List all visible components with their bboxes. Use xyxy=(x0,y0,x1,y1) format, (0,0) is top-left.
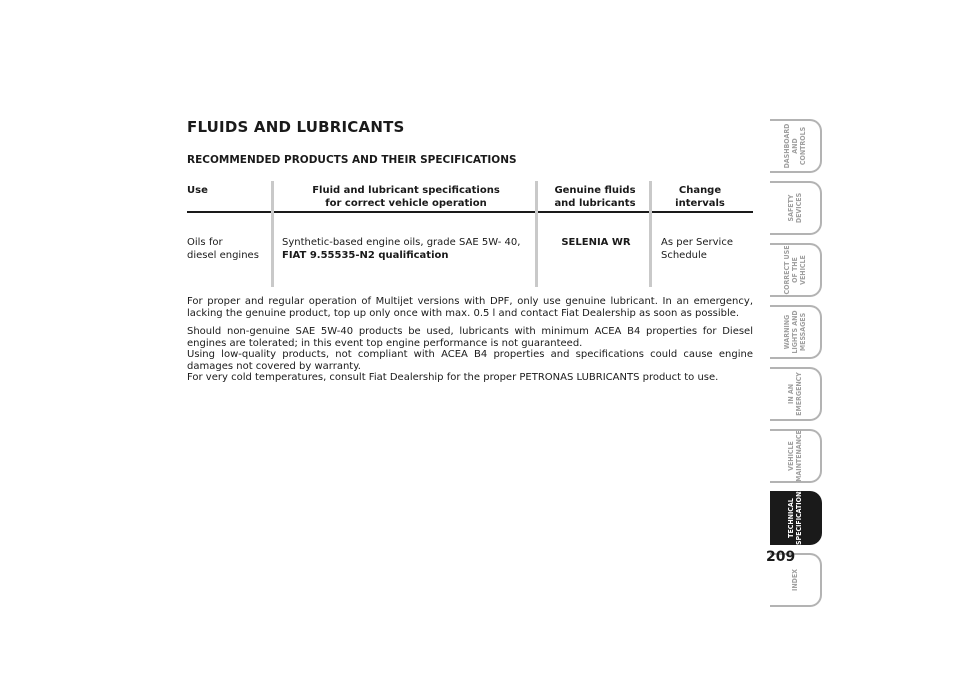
tab-dashboard-and-controls[interactable] xyxy=(770,119,822,173)
tab-label: VEHICLE MAINTENANCE xyxy=(787,430,803,482)
cell-change: As per Service Schedule xyxy=(661,237,733,261)
cell-genuine: SELENIA WR xyxy=(561,237,631,248)
tab-correct-use[interactable] xyxy=(770,243,822,297)
paragraph: Should non-genuine SAE 5W-40 products be used, lubricants with minimum ACEA B4 properties for Diesel engines are tolerated; in this event top engine performance is not guaranteed. xyxy=(187,326,753,349)
tab-label: WARNING LIGHTS AND MESSAGES xyxy=(783,310,807,354)
page-title: FLUIDS AND LUBRICANTS xyxy=(187,118,405,136)
cell-use: Oils for diesel engines xyxy=(187,237,259,261)
column-divider xyxy=(271,181,274,287)
tab-warning-lights[interactable] xyxy=(770,305,822,359)
tab-label: INDEX xyxy=(791,569,799,592)
header-use: Use xyxy=(187,185,208,196)
tab-safety-devices[interactable] xyxy=(770,181,822,235)
cell-spec xyxy=(282,237,532,262)
tab-label: IN AN EMERGENCY xyxy=(787,372,803,416)
paragraph: Using low-quality products, not compliant with ACEA B4 properties and specifications could cause engine damages not covered by warranty. xyxy=(187,349,753,372)
tab-label: TECHNICAL SPECIFICATIONS xyxy=(787,487,803,545)
specifications-table xyxy=(187,181,753,287)
page-number: 209 xyxy=(766,549,796,565)
tab-label: SAFETY DEVICES xyxy=(787,192,803,224)
header-spec: Fluid and lubricant specifications for correct vehicle operation xyxy=(312,185,500,209)
body-text xyxy=(187,296,753,384)
section-title: RECOMMENDED PRODUCTS AND THEIR SPECIFICATIONS xyxy=(187,154,517,166)
tab-in-an-emergency[interactable] xyxy=(770,367,822,421)
paragraph: For very cold temperatures, consult Fiat Dealership for the proper PETRONAS LUBRICANTS product to use. xyxy=(187,372,719,383)
tab-label: CORRECT USE OF THE VEHICLE xyxy=(783,245,807,295)
cell-spec-line2: FIAT 9.55535-N2 qualification xyxy=(282,249,449,261)
chapter-tabs xyxy=(770,119,822,615)
header-change: Change intervals xyxy=(675,185,725,209)
column-divider xyxy=(649,181,652,287)
cell-spec-line1: Synthetic-based engine oils, grade SAE 5W- 40, xyxy=(282,237,521,248)
tab-label: DASHBOARD AND CONTROLS xyxy=(783,123,807,169)
column-divider xyxy=(535,181,538,287)
paragraph: For proper and regular operation of Multijet versions with DPF, only use genuine lubricant. In an emergency, lacking the genuine product, top up only once with max. 0.5 l and contact Fiat Dealership as soon as possible. xyxy=(187,296,753,319)
tab-technical-specifications[interactable] xyxy=(770,487,822,545)
header-genuine: Genuine fluids and lubricants xyxy=(554,185,636,209)
tab-vehicle-maintenance[interactable] xyxy=(770,429,822,483)
